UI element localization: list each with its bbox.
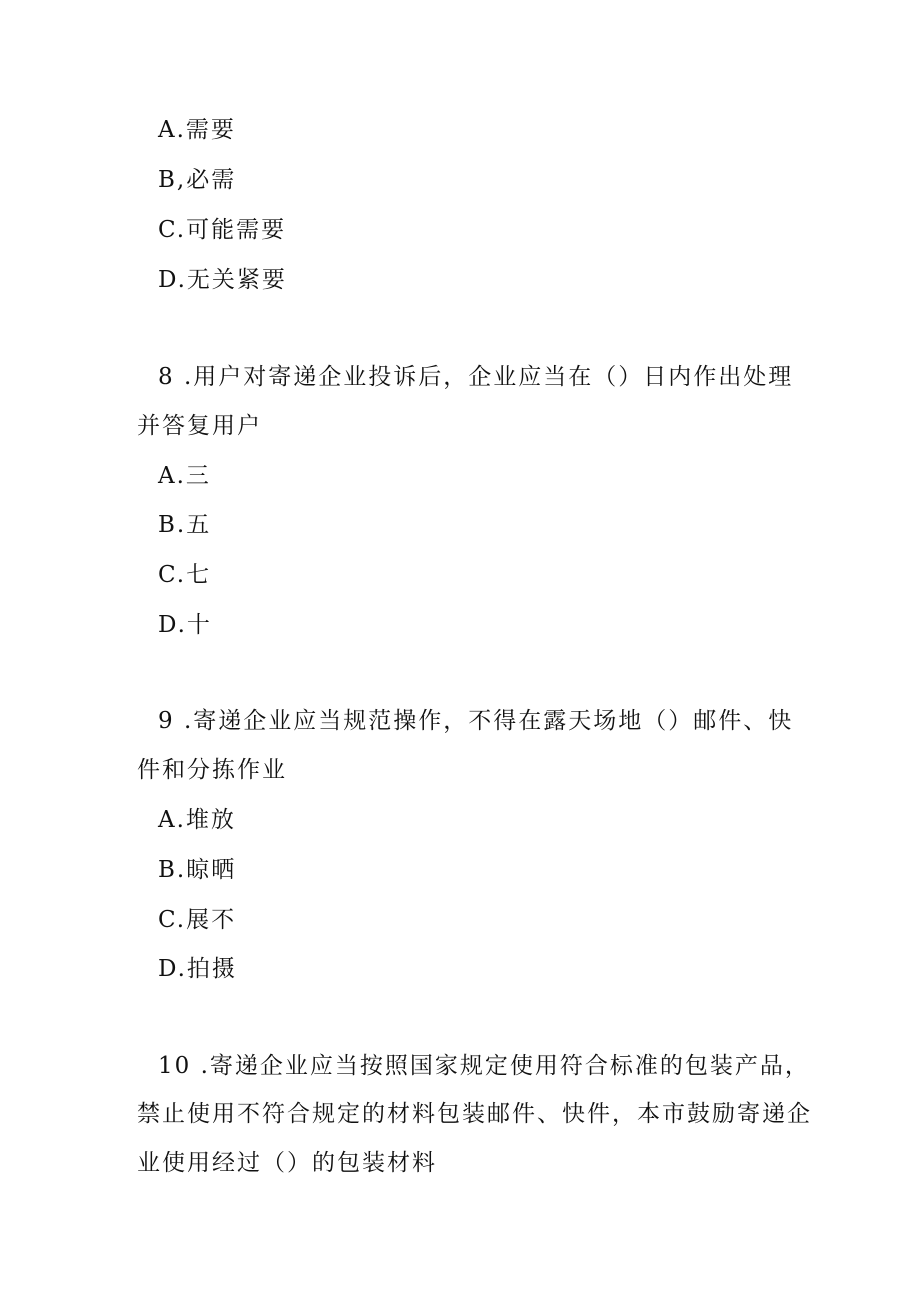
question-8-text-cont: 并答复用户 <box>137 413 262 439</box>
question-10-text-cont-2: 业使用经过（）的包装材料 <box>137 1150 437 1176</box>
question-8-option-b: B.五 <box>158 512 212 538</box>
question-8-option-d: D.十 <box>158 612 212 638</box>
question-8-text: 8 .用户对寄递企业投诉后，企业应当在（）日内作出处理 <box>158 364 794 390</box>
question-9-option-a: A.堆放 <box>158 807 236 833</box>
option-a: A.需要 <box>158 117 236 143</box>
question-9-text-cont: 件和分拣作业 <box>137 757 287 783</box>
question-8-option-a: A.三 <box>158 463 211 489</box>
question-8-option-c: C.七 <box>158 562 212 588</box>
question-10-text: 10 .寄递企业应当按照国家规定使用符合标准的包装产品， <box>158 1053 810 1079</box>
question-9-option-d: D.拍摄 <box>158 956 237 982</box>
option-b: B,必需 <box>158 167 237 193</box>
option-c: C.可能需要 <box>158 217 287 243</box>
question-9-text: 9 .寄递企业应当规范操作，不得在露天场地（）邮件、快 <box>158 708 794 734</box>
question-10-text-cont-1: 禁止使用不符合规定的材料包装邮件、快件，本市鼓励寄递企 <box>137 1101 812 1127</box>
question-9-option-b: B.晾晒 <box>158 857 237 883</box>
option-d: D.无关紧要 <box>158 267 287 293</box>
question-9-option-c: C.展不 <box>158 907 237 933</box>
